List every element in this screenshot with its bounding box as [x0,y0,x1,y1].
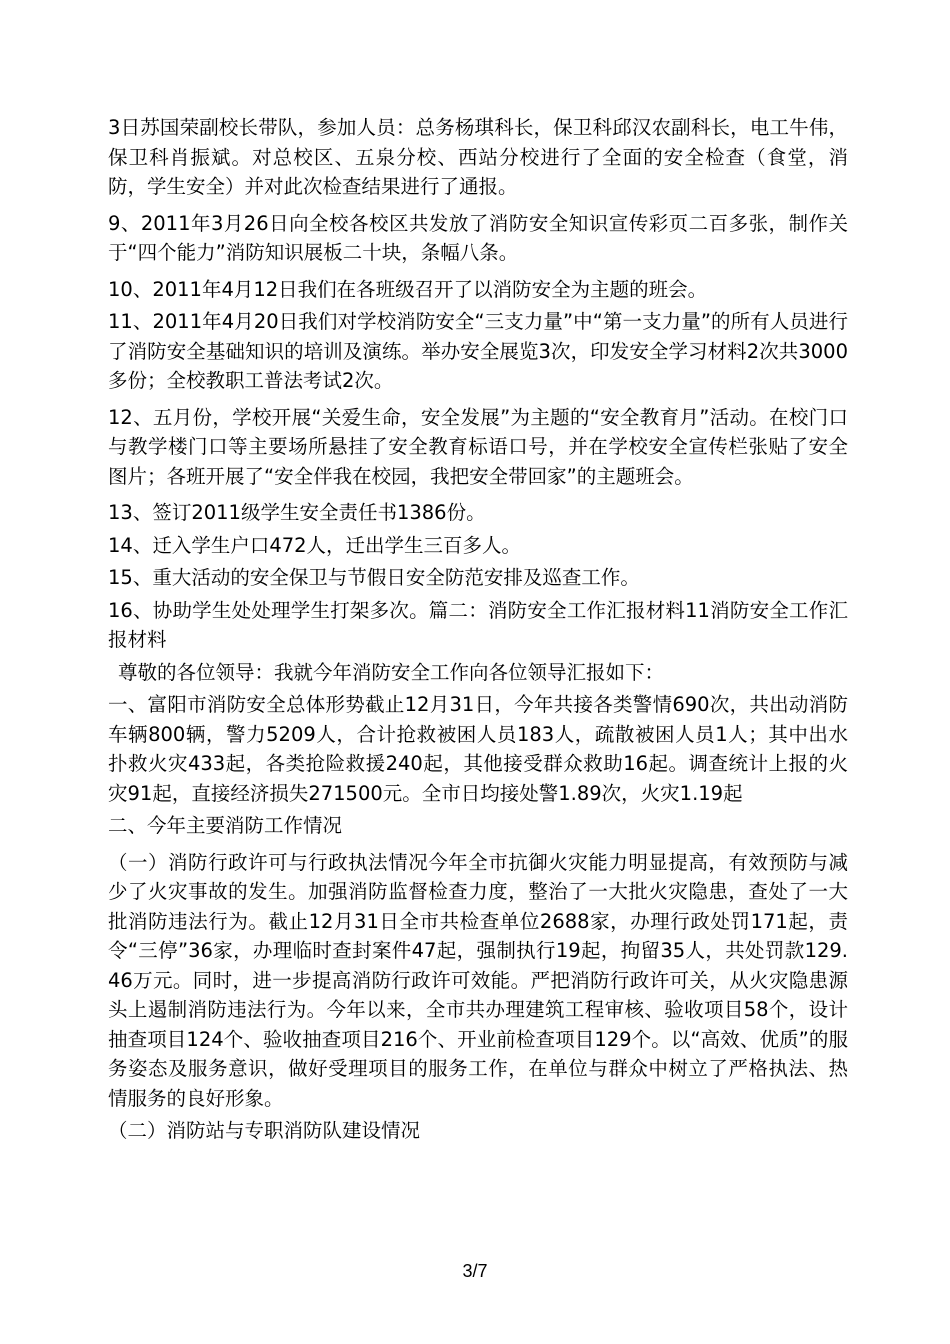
paragraph-item-13: 13、签订2011级学生安全责任书1386份。 [108,501,486,524]
paragraph-item-15: 15、重大活动的安全保卫与节假日安全防范安排及巡查工作。 [108,566,640,589]
paragraph-item-11: 11、2011年4月20日我们对学校消防安全“三支力量”中“第一支力量”的所有人员进行了消防安全基础知识的培训及演练。举办安全展览3次，印发安全学习材料2次共3000多份；全校教职工普法考试2次。 [108,310,848,392]
page-number: 3/7 [462,1261,488,1281]
paragraph-inspection: 3日苏国荣副校长带队，参加人员：总务杨琪科长，保卫科邱汉农副科长，电工牛伟，保卫科肖振斌。对总校区、五泉分校、西站分校进行了全面的安全检查（食堂，消防，学生安全）并对此次检查结果进行了通报。 [108,116,848,198]
paragraph-greeting: 尊敬的各位领导：我就今年消防安全工作向各位领导汇报如下： [118,660,665,684]
paragraph-subsection-1: （一）消防行政许可与行政执法情况今年全市抗御火灾能力明显提高，有效预防与减少了火灾事故的发生。加强消防监督检查力度，整治了一大批火灾隐患，查处了一大批消防违法行为。截止12月31日全市共检查单位2688家，办理行政处罚171起，责令“三停”36家，办理临时查封案件47起，强制执行19起，拘留35人，共处罚款129.46万元。同时，进一步提高消防行政许可效能。严把消防行政许可关，从火灾隐患源头上遏制消防违法行为。今年以来，全市共办理建筑工程审核、验收项目58个，设计抽查项目124个、验收抽查项目216个、开业前检查项目129个。以“高效、优质”的服务姿态及服务意识，做好受理项目的服务工作，在单位与群众中树立了严格执法、热情服务的良好形象。 [108,850,848,1110]
document-page [108,113,848,1146]
subsection-heading-2: （二）消防站与专职消防队建设情况 [108,1119,421,1142]
paragraph-item-9: 9、2011年3月26日向全校各校区共发放了消防安全知识宣传彩页二百多张，制作关于“四个能力”消防知识展板二十块，条幅八条。 [108,211,848,264]
paragraph-item-16: 16、协助学生处处理学生打架多次。篇二：消防安全工作汇报材料11消防安全工作汇报材料 [108,598,848,651]
section-heading-2: 二、今年主要消防工作情况 [108,814,343,837]
paragraph-item-12: 12、五月份，学校开展“关爱生命，安全发展”为主题的“安全教育月”活动。在校门口与教学楼门口等主要场所悬挂了安全教育标语口号，并在学校安全宣传栏张贴了安全图片；各班开展了“安全伴我在校园，我把安全带回家”的主题班会。 [108,405,848,488]
paragraph-item-14: 14、迁入学生户口472人，迁出学生三百多人。 [108,533,522,557]
paragraph-section-1: 一、富阳市消防安全总体形势截止12月31日，今年共接各类警情690次，共出动消防车辆800辆，警力5209人，合计抢救被困人员183人，疏散被困人员1人；其中出水扑救火灾433起，各类抢险救援240起，其他接受群众救助16起。调查统计上报的火灾91起，直接经济损失271500元。全市日均接处警1.89次，火灾1.19起 [108,693,848,805]
paragraph-item-10: 10、2011年4月12日我们在各班级召开了以消防安全为主题的班会。 [108,277,708,301]
